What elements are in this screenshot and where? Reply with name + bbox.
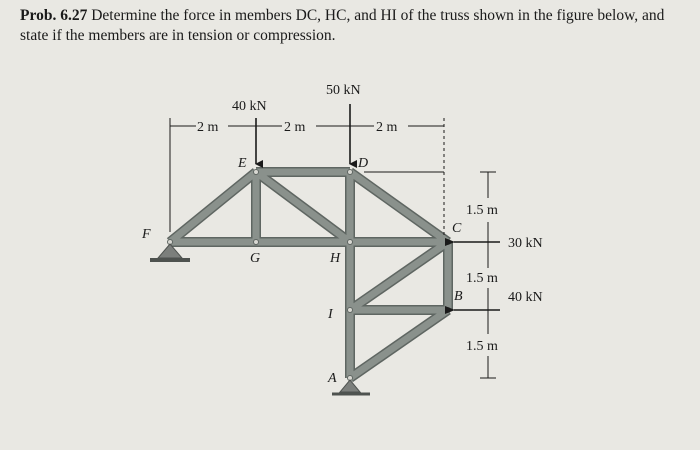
joint-label-f: F [142, 227, 151, 242]
member-ci [350, 242, 448, 310]
load-label-c: 30 kN [508, 236, 543, 251]
support-a [332, 380, 370, 394]
pin-h [348, 240, 353, 245]
pin-g [254, 240, 259, 245]
member-dc [350, 172, 448, 242]
dim-label-span-1: 2 m [197, 120, 219, 135]
joint-label-i: I [328, 307, 333, 322]
member-eh [256, 172, 350, 242]
load-label-b: 40 kN [508, 290, 543, 305]
joint-label-h: H [330, 251, 341, 266]
pin-i [348, 308, 353, 313]
dim-label-height-2: 1.5 m [466, 271, 498, 286]
truss-members [168, 170, 451, 381]
load-label-e: 40 kN [232, 99, 267, 114]
member-ba [350, 310, 448, 378]
joint-label-g: G [250, 251, 261, 266]
pin-b [446, 308, 451, 313]
dim-label-height-1: 1.5 m [466, 203, 498, 218]
joint-label-a: A [328, 371, 337, 386]
joint-label-c: C [452, 221, 462, 236]
dim-label-span-2: 2 m [284, 120, 306, 135]
joint-label-d: D [358, 156, 369, 171]
pin-e [254, 170, 259, 175]
problem-text: Determine the force in members DC, HC, and HI of the truss shown in the figure below, and state if the members are in tension or compression. [20, 7, 665, 44]
pin-c [446, 240, 451, 245]
pin-d [348, 170, 353, 175]
dim-label-height-3: 1.5 m [466, 339, 498, 354]
member-fe [170, 172, 256, 242]
problem-number: Prob. 6.27 [20, 7, 88, 24]
joint-label-b: B [454, 289, 463, 304]
joint-label-e: E [238, 156, 247, 171]
dim-label-span-3: 2 m [376, 120, 398, 135]
load-label-d: 50 kN [326, 83, 361, 98]
